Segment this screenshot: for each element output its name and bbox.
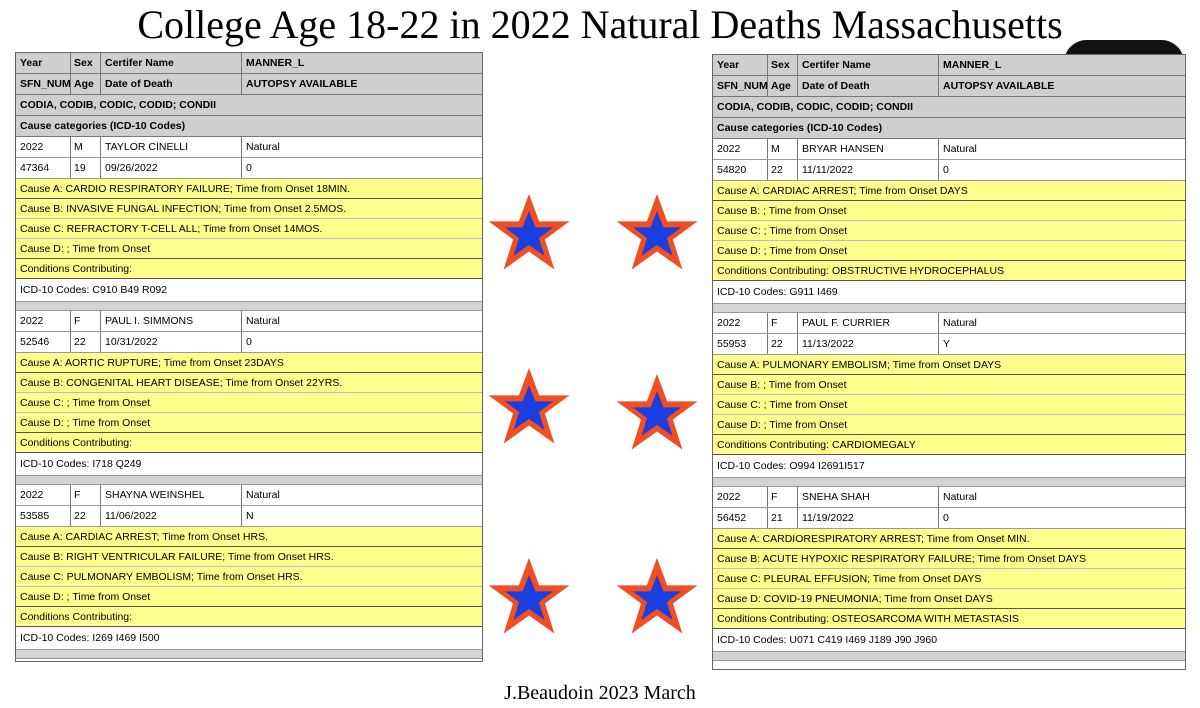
record-row-1 — [16, 137, 482, 158]
cause-d: Cause D: COVID-19 PNEUMONIA; Time from Onset DAYS — [713, 589, 1185, 609]
record-age: 19 — [71, 158, 101, 178]
cause-d: Cause D: ; Time from Onset — [713, 415, 1185, 435]
record-separator — [713, 304, 1185, 313]
cause-b: Cause B: ; Time from Onset — [713, 201, 1185, 221]
record-autopsy: N — [246, 510, 254, 522]
record-autopsy: 0 — [246, 162, 252, 174]
star-icon — [486, 366, 572, 448]
record-year: 2022 — [713, 487, 768, 507]
cause-c: Cause C: ; Time from Onset — [16, 393, 482, 413]
cause-a: Cause A: AORTIC RUPTURE; Time from Onset 23DAYS — [16, 353, 482, 373]
header-age: Age — [768, 76, 798, 96]
header-categories: Cause categories (ICD-10 Codes) — [713, 118, 1185, 139]
cause-a: Cause A: CARDIO RESPIRATORY FAILURE; Time from Onset 18MIN. — [16, 179, 482, 199]
conditions-contributing: Conditions Contributing: — [16, 259, 482, 279]
header-year: Year — [713, 55, 768, 75]
icd-codes: ICD-10 Codes: I269 I469 I500 — [16, 627, 482, 650]
record-dod: 10/31/2022 — [101, 332, 242, 352]
record-autopsy: 0 — [943, 512, 949, 524]
record-sfn: 56452 — [713, 508, 768, 528]
record-autopsy: 0 — [943, 164, 949, 176]
record-name: TAYLOR CINELLI — [101, 137, 242, 157]
header-categories: Cause categories (ICD-10 Codes) — [16, 116, 482, 137]
record-1 — [713, 313, 1185, 487]
record-row-1 — [713, 487, 1185, 508]
record-sfn: 52546 — [16, 332, 71, 352]
header-year: Year — [16, 53, 71, 73]
record-name: PAUL I. SIMMONS — [101, 311, 242, 331]
record-separator — [16, 302, 482, 311]
record-name: SNEHA SHAH — [798, 487, 939, 507]
cause-a: Cause A: CARDIORESPIRATORY ARREST; Time from Onset MIN. — [713, 529, 1185, 549]
header-certifier: Certifer Name — [101, 53, 242, 73]
cause-b: Cause B: ACUTE HYPOXIC RESPIRATORY FAILURE; Time from Onset DAYS — [713, 549, 1185, 569]
record-sex: F — [768, 313, 798, 333]
header-row-1 — [16, 53, 482, 74]
record-year: 2022 — [16, 137, 71, 157]
record-2 — [713, 487, 1185, 661]
cause-b: Cause B: ; Time from Onset — [713, 375, 1185, 395]
record-name: SHAYNA WEINSHEL — [101, 485, 242, 505]
conditions-contributing: Conditions Contributing: CARDIOMEGALY — [713, 435, 1185, 455]
header-autopsy: AUTOPSY AVAILABLE — [246, 78, 358, 90]
record-sfn: 53585 — [16, 506, 71, 526]
icd-codes: ICD-10 Codes: I718 Q249 — [16, 453, 482, 476]
record-sex: M — [71, 137, 101, 157]
record-dod: 11/13/2022 — [798, 334, 939, 354]
header-manner: MANNER_L — [246, 57, 305, 69]
record-row-2 — [713, 160, 1185, 181]
record-1 — [16, 311, 482, 485]
cause-c: Cause C: REFRACTORY T-CELL ALL; Time from Onset 14MOS. — [16, 219, 482, 239]
header-dod: Date of Death — [798, 76, 939, 96]
record-age: 22 — [71, 332, 101, 352]
record-row-2 — [16, 332, 482, 353]
record-age: 22 — [71, 506, 101, 526]
record-manner: Natural — [943, 143, 977, 155]
record-dod: 09/26/2022 — [101, 158, 242, 178]
record-0 — [16, 137, 482, 311]
star-icon — [614, 192, 700, 274]
record-year: 2022 — [713, 139, 768, 159]
header-dod: Date of Death — [101, 74, 242, 94]
record-year: 2022 — [16, 311, 71, 331]
header-autopsy: AUTOPSY AVAILABLE — [943, 80, 1055, 92]
cause-c: Cause C: PLEURAL EFFUSION; Time from Onset DAYS — [713, 569, 1185, 589]
record-sex: M — [768, 139, 798, 159]
star-icon — [614, 372, 700, 454]
conditions-contributing: Conditions Contributing: — [16, 433, 482, 453]
cause-c: Cause C: ; Time from Onset — [713, 395, 1185, 415]
cause-d: Cause D: ; Time from Onset — [16, 239, 482, 259]
right-record-sheet — [712, 54, 1186, 670]
record-0 — [713, 139, 1185, 313]
record-separator — [713, 478, 1185, 487]
record-sex: F — [71, 485, 101, 505]
footer-credit: J.Beaudoin 2023 March — [504, 682, 696, 704]
header-row-1 — [713, 55, 1185, 76]
record-manner: Natural — [246, 315, 280, 327]
star-icon — [614, 556, 700, 638]
header-sex: Sex — [768, 55, 798, 75]
icd-codes: ICD-10 Codes: O994 I2691I517 — [713, 455, 1185, 478]
record-name: BRYAR HANSEN — [798, 139, 939, 159]
record-dod: 11/11/2022 — [798, 160, 939, 180]
record-sfn: 54820 — [713, 160, 768, 180]
record-manner: Natural — [246, 141, 280, 153]
cause-d: Cause D: ; Time from Onset — [16, 413, 482, 433]
header-certifier: Certifer Name — [798, 55, 939, 75]
record-separator — [16, 476, 482, 485]
cause-b: Cause B: CONGENITAL HEART DISEASE; Time from Onset 22YRS. — [16, 373, 482, 393]
conditions-contributing: Conditions Contributing: — [16, 607, 482, 627]
header-row-2 — [16, 74, 482, 95]
record-age: 22 — [768, 160, 798, 180]
record-manner: Natural — [246, 489, 280, 501]
header-codes: CODIA, CODIB, CODIC, CODID; CONDII — [16, 95, 482, 116]
cause-b: Cause B: INVASIVE FUNGAL INFECTION; Time from Onset 2.5MOS. — [16, 199, 482, 219]
record-separator — [713, 652, 1185, 661]
record-2 — [16, 485, 482, 659]
header-codes: CODIA, CODIB, CODIC, CODID; CONDII — [713, 97, 1185, 118]
record-dod: 11/19/2022 — [798, 508, 939, 528]
record-row-1 — [713, 313, 1185, 334]
record-sfn: 55953 — [713, 334, 768, 354]
header-row-2 — [713, 76, 1185, 97]
record-row-1 — [713, 139, 1185, 160]
record-manner: Natural — [943, 491, 977, 503]
cause-b: Cause B: RIGHT VENTRICULAR FAILURE; Time from Onset HRS. — [16, 547, 482, 567]
record-sex: F — [71, 311, 101, 331]
record-age: 22 — [768, 334, 798, 354]
icd-codes: ICD-10 Codes: C910 B49 R092 — [16, 279, 482, 302]
conditions-contributing: Conditions Contributing: OSTEOSARCOMA WITH METASTASIS — [713, 609, 1185, 629]
record-year: 2022 — [713, 313, 768, 333]
record-age: 21 — [768, 508, 798, 528]
header-sfn: SFN_NUM — [16, 74, 71, 94]
record-year: 2022 — [16, 485, 71, 505]
conditions-contributing: Conditions Contributing: OBSTRUCTIVE HYDROCEPHALUS — [713, 261, 1185, 281]
cause-a: Cause A: PULMONARY EMBOLISM; Time from Onset DAYS — [713, 355, 1185, 375]
cause-a: Cause A: CARDIAC ARREST; Time from Onset HRS. — [16, 527, 482, 547]
record-row-2 — [713, 508, 1185, 529]
star-icon — [486, 556, 572, 638]
cause-c: Cause C: PULMONARY EMBOLISM; Time from Onset HRS. — [16, 567, 482, 587]
record-row-1 — [16, 311, 482, 332]
record-sex: F — [768, 487, 798, 507]
cause-d: Cause D: ; Time from Onset — [16, 587, 482, 607]
cause-c: Cause C: ; Time from Onset — [713, 221, 1185, 241]
header-sex: Sex — [71, 53, 101, 73]
record-autopsy: 0 — [246, 336, 252, 348]
page-title: College Age 18-22 in 2022 Natural Deaths Massachusetts — [137, 2, 1063, 47]
record-row-1 — [16, 485, 482, 506]
icd-codes: ICD-10 Codes: U071 C419 I469 J189 J90 J960 — [713, 629, 1185, 652]
header-age: Age — [71, 74, 101, 94]
cause-d: Cause D: ; Time from Onset — [713, 241, 1185, 261]
record-dod: 11/06/2022 — [101, 506, 242, 526]
cause-a: Cause A: CARDIAC ARREST; Time from Onset DAYS — [713, 181, 1185, 201]
record-autopsy: Y — [943, 338, 951, 350]
record-row-2 — [16, 158, 482, 179]
header-sfn: SFN_NUM — [713, 76, 768, 96]
record-row-2 — [713, 334, 1185, 355]
left-record-sheet — [15, 52, 483, 662]
record-separator — [16, 650, 482, 659]
record-name: PAUL F. CURRIER — [798, 313, 939, 333]
record-manner: Natural — [943, 317, 977, 329]
record-row-2 — [16, 506, 482, 527]
icd-codes: ICD-10 Codes: G911 I469 — [713, 281, 1185, 304]
record-sfn: 47364 — [16, 158, 71, 178]
header-manner: MANNER_L — [943, 59, 1002, 71]
star-icon — [486, 192, 572, 274]
